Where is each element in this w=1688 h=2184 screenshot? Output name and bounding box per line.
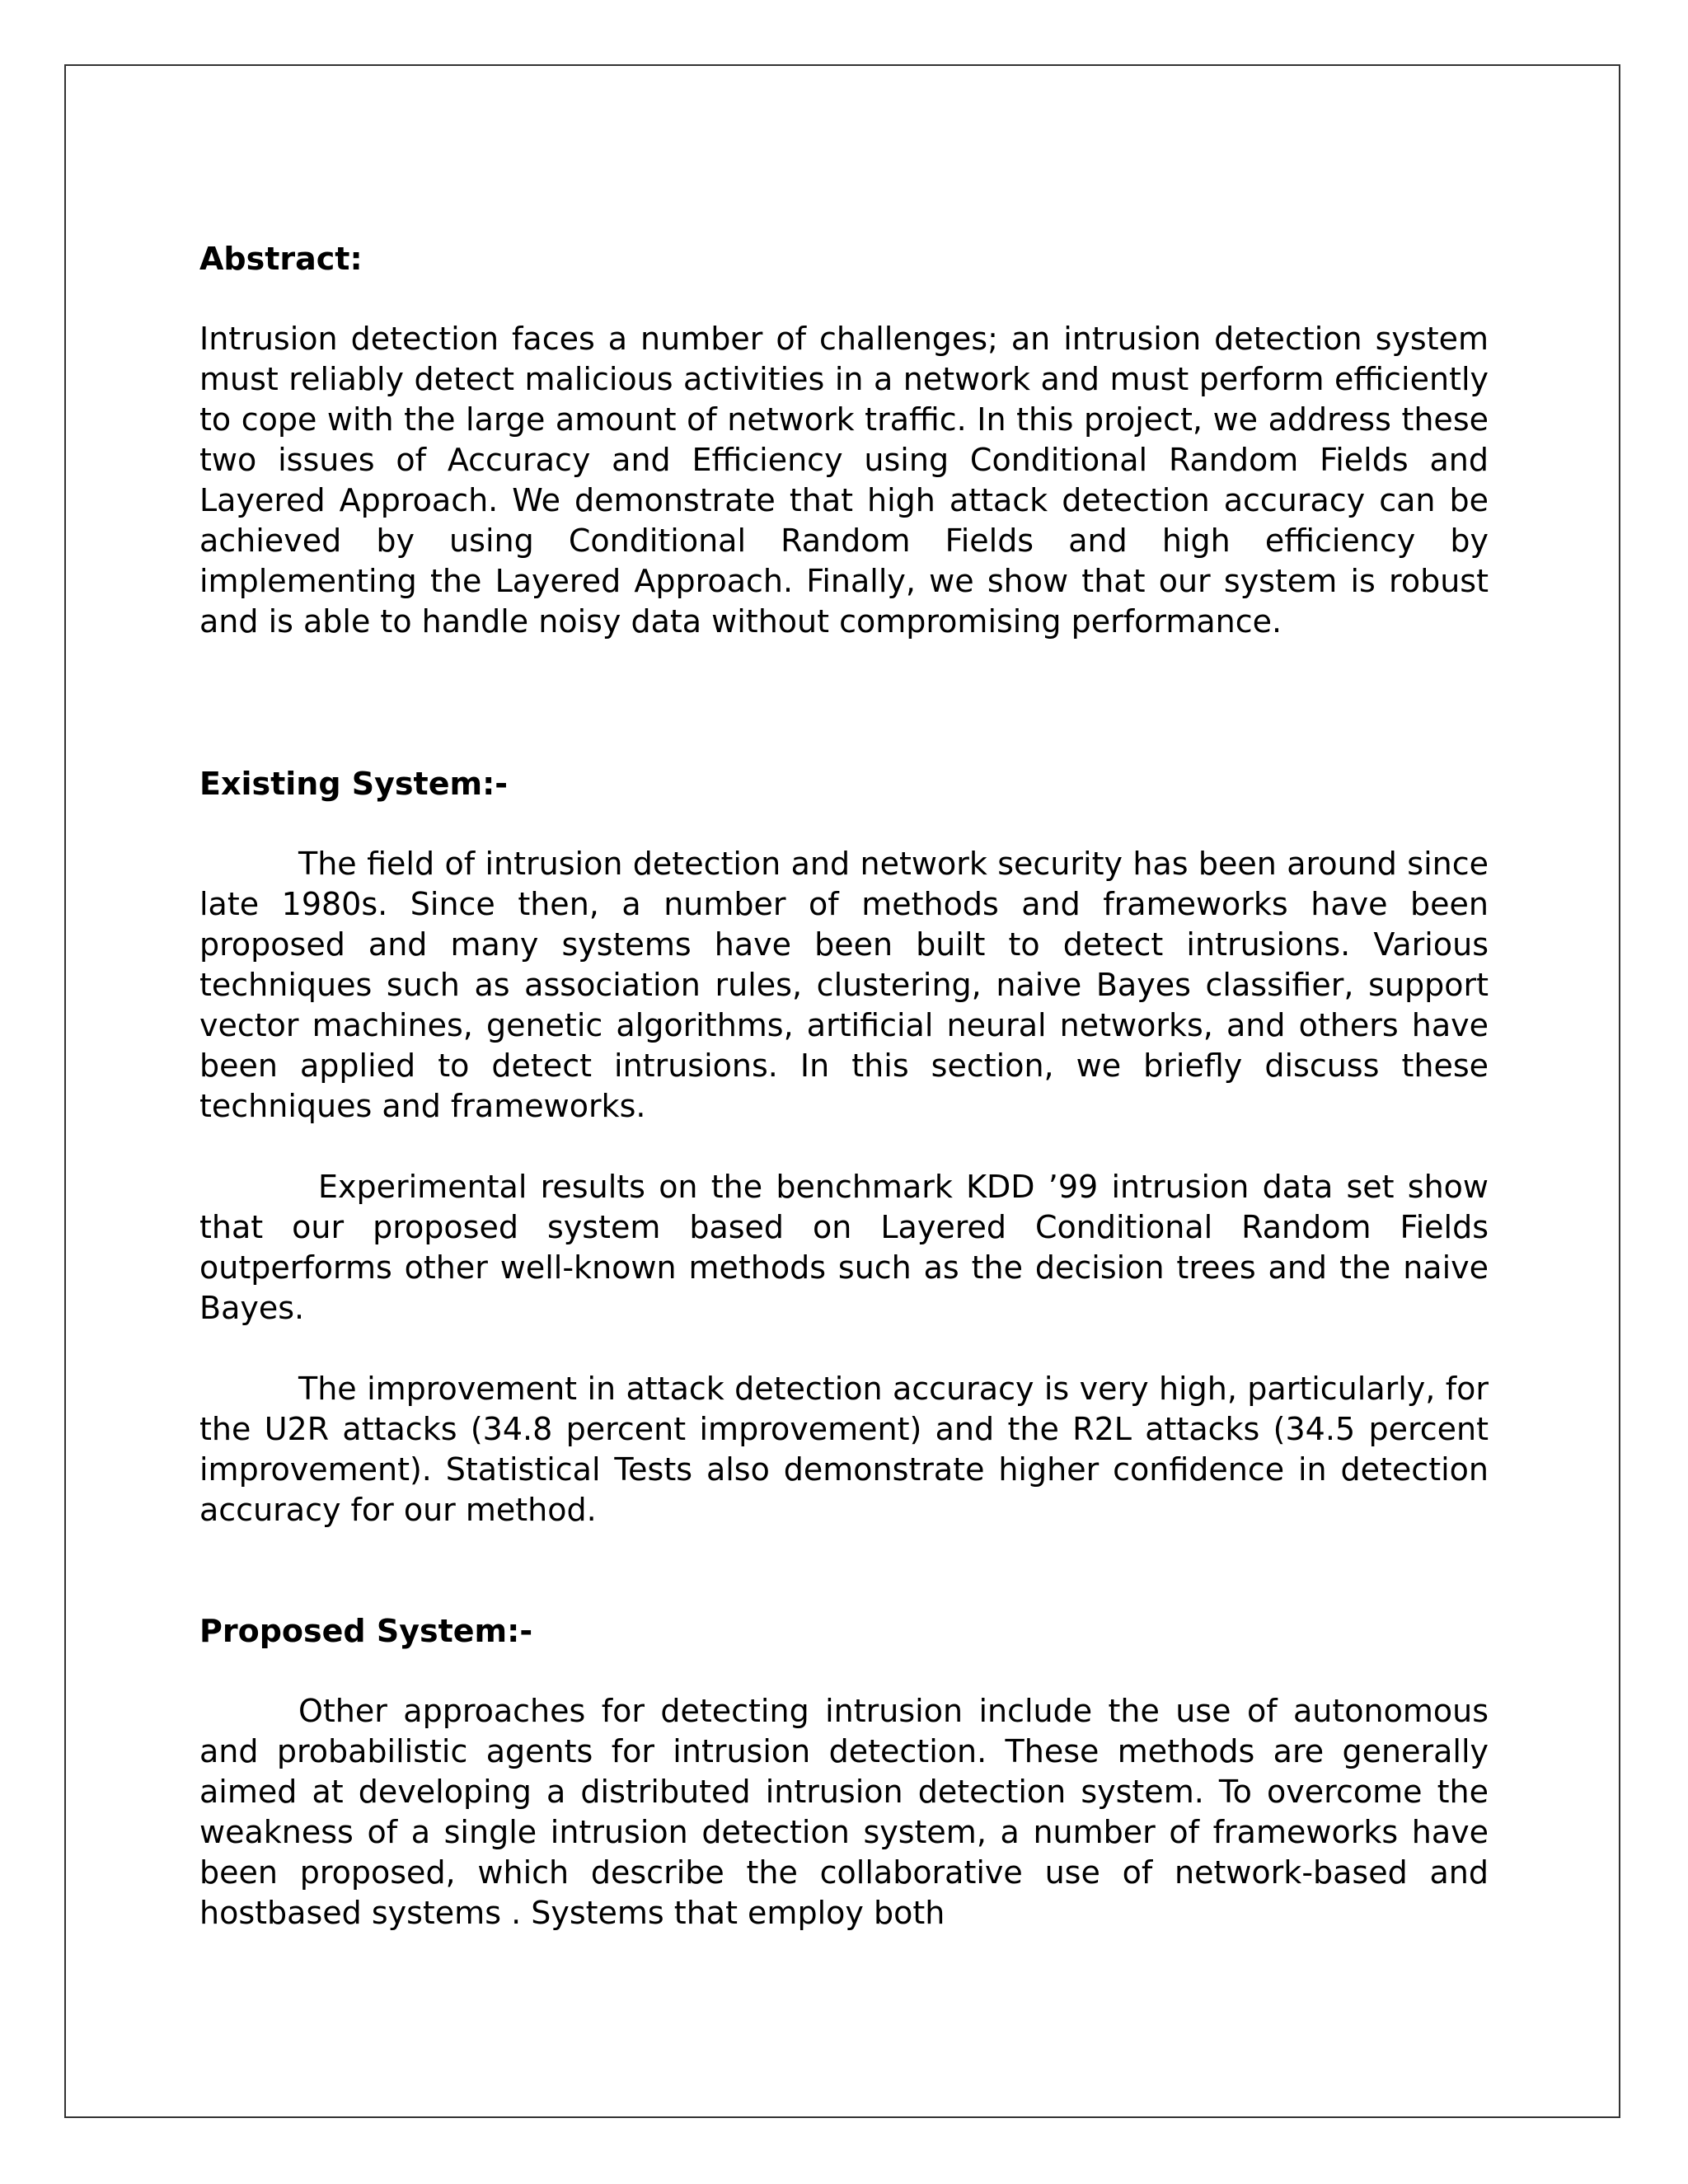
existing-system-paragraph: The field of intrusion detection and network security has been around since late 1980s. Since then, a number of methods and frameworks have been proposed and many systems have been built to detect intrusions. Various techniques such as association rules, clustering, naive Bayes classifier, support vector machines, genetic algorithms, artificial neural networks, and others have been applied to detect intrusions. In this section, we briefly discuss these techniques and frameworks. — [199, 846, 1489, 1124]
existing-system-heading: Existing System:- — [199, 766, 509, 802]
abstract-paragraph: Intrusion detection faces a number of challenges; an intrusion detection system must reliably detect malicious activities in a network and must perform efficiently to cope with the large amount of network traffic. In this project, we address these two issues of Accuracy and Efficiency using Conditional Random Fields and Layered Approach. We demonstrate that high attack detection accuracy can be achieved by using Conditional Random Fields and high efficiency by implementing the Layered Approach. Finally, we show that our system is robust and is able to handle noisy data without compromising performance. — [199, 321, 1489, 640]
existing-system-paragraph: Experimental results on the benchmark KDD ’99 intrusion data set show that our proposed system based on Layered Conditional Random Fields outperforms other well-known methods such as the decision trees and the naive Bayes. — [199, 1169, 1489, 1326]
abstract-heading: Abstract: — [199, 241, 363, 277]
proposed-system-paragraph: Other approaches for detecting intrusion include the use of autonomous and probabilistic agents for intrusion detection. These methods are generally aimed at developing a distributed intrusion detection system. To overcome the weakness of a single intrusion detection system, a number of frameworks have been proposed, which describe the collaborative use of network-based and hostbased systems . Systems that employ both — [199, 1693, 1489, 1931]
proposed-system-heading: Proposed System:- — [199, 1613, 533, 1649]
document-body — [199, 231, 1489, 1933]
existing-system-paragraph: The improvement in attack detection accuracy is very high, particularly, for the U2R attacks (34.8 percent improvement) and the R2L attacks (34.5 percent improvement). Statistical Tests also demonstrate higher confidence in detection accuracy for our method. — [199, 1371, 1489, 1528]
